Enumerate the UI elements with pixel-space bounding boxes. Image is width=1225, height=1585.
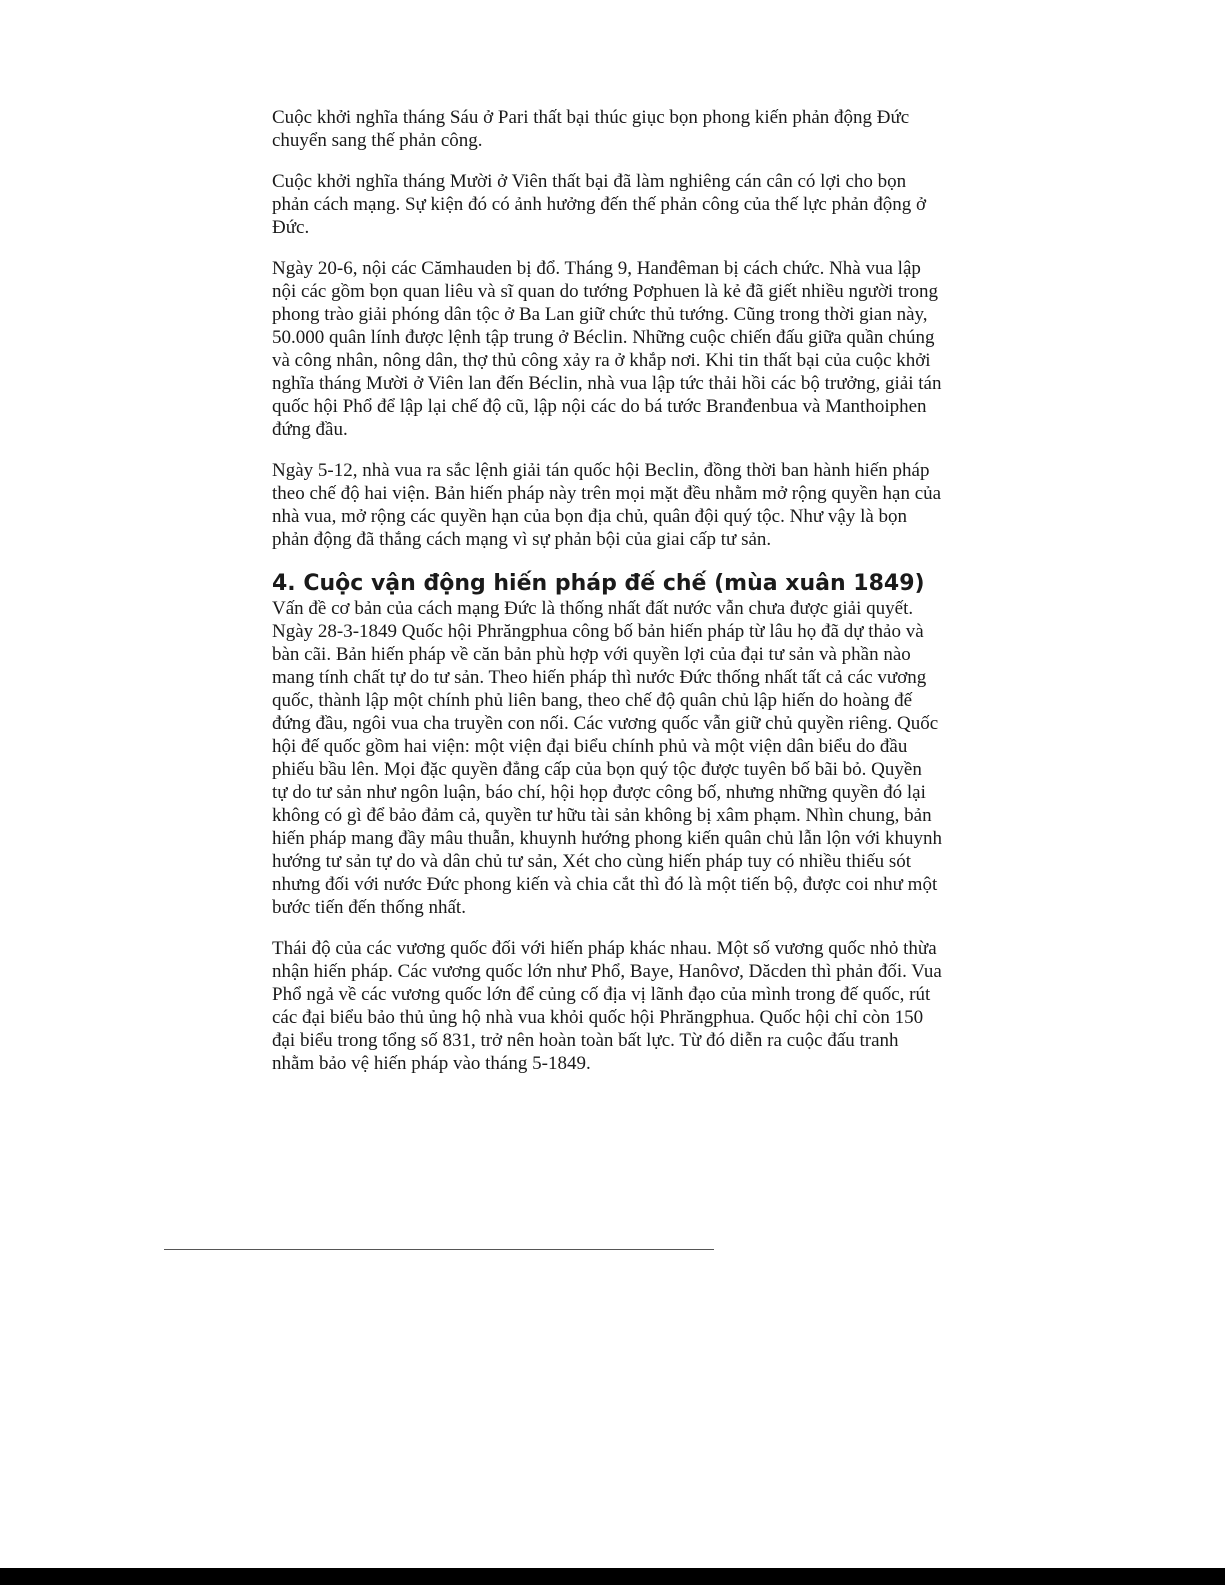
page-body xyxy=(272,106,942,1093)
section-heading: 4. Cuộc vận động hiến pháp đế chế (mùa xuân 1849) xyxy=(272,571,925,596)
paragraph: Cuộc khởi nghĩa tháng Sáu ở Pari thất bại thúc giục bọn phong kiến phản động Đức chuyển sang thế phản công. xyxy=(272,107,910,151)
paragraph: Ngày 5-12, nhà vua ra sắc lệnh giải tán quốc hội Beclin, đồng thời ban hành hiến pháp theo chế độ hai viện. Bản hiến pháp này trên mọi mặt đều nhằm mở rộng quyền hạn của nhà vua, mở rộng các quyền hạn của bọn địa chủ, quân đội quý tộc. Như vậy là bọn phản động đã thắng cách mạng vì sự phản bội của giai cấp tư sản. xyxy=(272,460,942,550)
paragraph: Vấn đề cơ bản của cách mạng Đức là thống nhất đất nước vẫn chưa được giải quyết. Ngày 28-3-1849 Quốc hội Phrăngphua công bố bản hiến pháp từ lâu họ đã dự thảo và bàn cãi. Bản hiến pháp về căn bản phù hợp với quyền lợi của đại tư sản và phần nào mang tính chất tự do tư sản. Theo hiến pháp thì nước Đức thống nhất tất cả các vương quốc, thành lập một chính phủ liên bang, theo chế độ quân chủ lập hiến do hoàng đế đứng đầu, ngôi vua cha truyền con nối. Các vương quốc vẫn giữ chủ quyền riêng. Quốc hội đế quốc gồm hai viện: một viện đại biểu chính phủ và một viện dân biểu do đầu phiếu bầu lên. Mọi đặc quyền đẳng cấp của bọn quý tộc được tuyên bố bãi bỏ. Quyền tự do tư sản như ngôn luận, báo chí, hội họp được công bố, nhưng những quyền đó lại không có gì để bảo đảm cả, quyền tư hữu tài sản không bị xâm phạm. Nhìn chung, bản hiến pháp mang đầy mâu thuẫn, khuynh hướng phong kiến quân chủ lẫn lộn với khuynh hướng tư sản tự do và dân chủ tư sản, Xét cho cùng hiến pháp tuy có nhiều thiếu sót nhưng đối với nước Đức phong kiến và chia cắt thì đó là một tiến bộ, được coi như một bước tiến đến thống nhất. xyxy=(272,598,942,918)
paragraph: Ngày 20-6, nội các Cămhauden bị đổ. Tháng 9, Hanđêman bị cách chức. Nhà vua lập nội các gồm bọn quan liêu và sĩ quan do tướng Pơphuen là kẻ đã giết nhiều người trong phong trào giải phóng dân tộc ở Ba Lan giữ chức thủ tướng. Cũng trong thời gian này, 50.000 quân lính được lệnh tập trung ở Béclin. Những cuộc chiến đấu giữa quần chúng và công nhân, nông dân, thợ thủ công xảy ra ở khắp nơi. Khi tin thất bại của cuộc khởi nghĩa tháng Mười ở Viên lan đến Béclin, nhà vua lập tức thải hồi các bộ trưởng, giải tán quốc hội Phổ để lập lại chế độ cũ, lập nội các do bá tước Branđenbua và Manthoiphen đứng đầu. xyxy=(272,258,942,440)
bottom-edge-bar xyxy=(0,1568,1225,1585)
paragraph: Cuộc khởi nghĩa tháng Mười ở Viên thất bại đã làm nghiêng cán cân có lợi cho bọn phản cách mạng. Sự kiện đó có ảnh hưởng đến thế phản công của thế lực phản động ở Đức. xyxy=(272,171,927,238)
footnote-divider xyxy=(164,1249,714,1250)
paragraph: Thái độ của các vương quốc đối với hiến pháp khác nhau. Một số vương quốc nhỏ thừa nhận hiến pháp. Các vương quốc lớn như Phổ, Baye, Hanôvơ, Dăcden thì phản đối. Vua Phổ ngả về các vương quốc lớn để củng cố địa vị lãnh đạo của mình trong đế quốc, rút các đại biểu bảo thủ ủng hộ nhà vua khỏi quốc hội Phrăngphua. Quốc hội chỉ còn 150 đại biểu trong tổng số 831, trở nên hoàn toàn bất lực. Từ đó diễn ra cuộc đấu tranh nhằm bảo vệ hiến pháp vào tháng 5-1849. xyxy=(272,938,942,1074)
